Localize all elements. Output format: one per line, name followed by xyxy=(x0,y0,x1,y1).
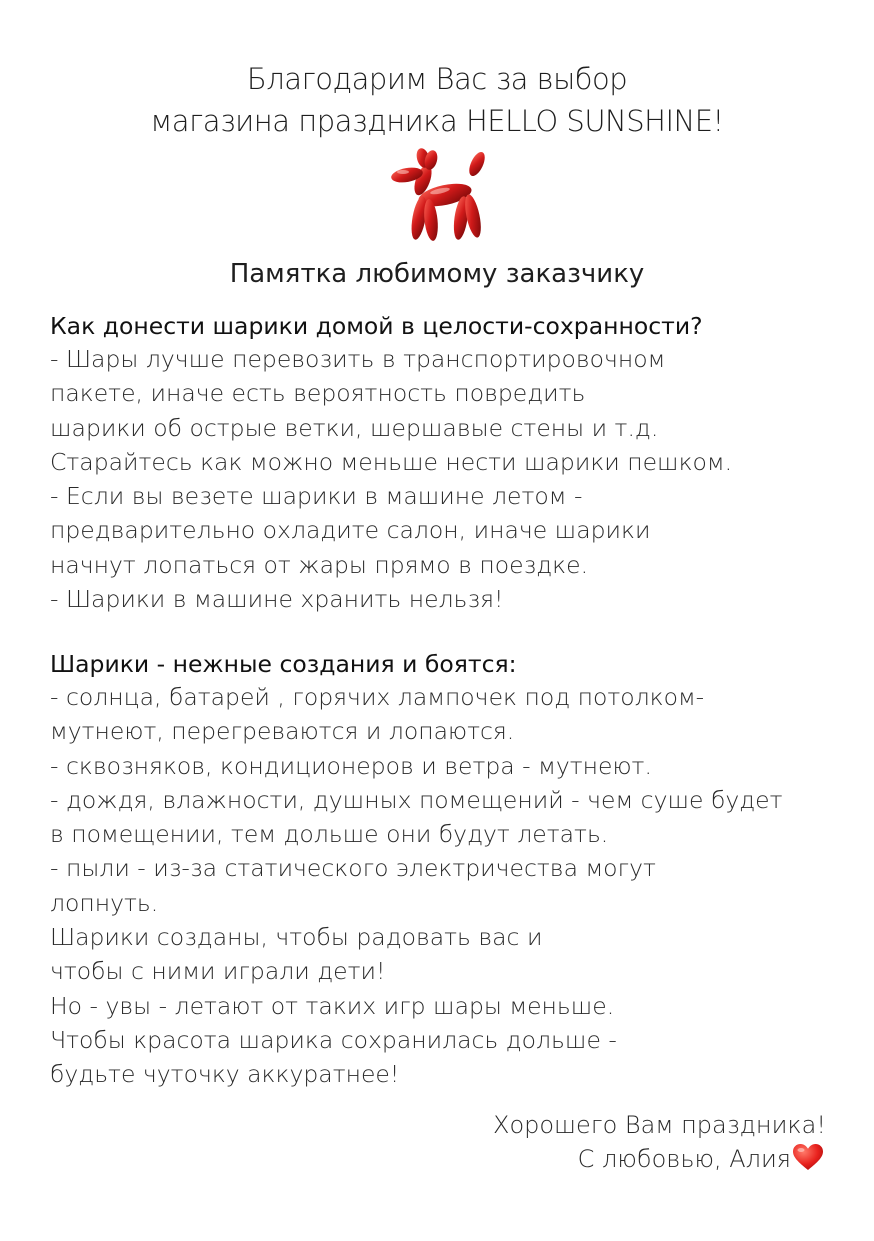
text-line: пакете, иначе есть вероятность повредить xyxy=(50,379,586,408)
text-line: Но - увы - летают от таких игр шары меньше. xyxy=(50,991,615,1020)
care-section xyxy=(50,648,850,1092)
text-line: начнут лопаться от жары прямо в поездке. xyxy=(50,550,589,579)
closing-signature xyxy=(364,1142,824,1176)
text-line: предварительно охладите салон, иначе шарики xyxy=(50,516,651,545)
title-line-2: магазина праздника HELLO SUNSHINE! xyxy=(150,104,724,138)
text-line: Старайтесь как можно меньше нести шарики пешком. xyxy=(50,447,733,476)
text-line: - пыли - из-за статического электричества могут xyxy=(50,854,656,883)
text-line: чтобы с ними играли дети! xyxy=(50,957,386,986)
text-line: Чтобы красота шарика сохранилась дольше - xyxy=(50,1025,617,1054)
text-line: будьте чуточку аккуратнее! xyxy=(50,1060,400,1089)
memo-subtitle: Памятка любимому заказчику xyxy=(229,259,645,289)
text-line: - сквозняков, кондиционеров и ветра - мутнеют. xyxy=(50,751,652,780)
text-line: - дождя, влажности, душных помещений - чем суше будет xyxy=(50,785,783,814)
title-line-1: Благодарим Вас за выбор xyxy=(246,62,628,96)
text-line: лопнуть. xyxy=(50,888,159,917)
text-line: шарики об острые ветки, шершавые стены и т.д. xyxy=(50,413,659,442)
heart-icon xyxy=(792,1143,824,1171)
text-line: - Если вы везете шарики в машине летом - xyxy=(50,482,583,511)
text-line: Шарики созданы, чтобы радовать вас и xyxy=(50,923,543,952)
section-heading: Шарики - нежные создания и боятся: xyxy=(50,650,517,678)
transport-section xyxy=(50,310,850,616)
section-heading: Как донести шарики домой в целости-сохранности? xyxy=(50,312,703,340)
signature-text: С любовью, Алия xyxy=(577,1145,791,1173)
text-line: - солнца, батарей , горячих лампочек под потолком- xyxy=(50,683,705,711)
text-line: - Шарики в машине хранить нельзя! xyxy=(50,585,504,614)
text-line: мутнеют, перегреваются и лопаются. xyxy=(50,717,515,746)
text-line: - Шары лучше перевозить в транспортировочном xyxy=(50,345,666,373)
balloon-dog-icon xyxy=(385,148,493,248)
text-line: в помещении, тем дольше они будут летать. xyxy=(50,820,609,849)
closing-wish: Хорошего Вам праздника! xyxy=(493,1111,826,1139)
